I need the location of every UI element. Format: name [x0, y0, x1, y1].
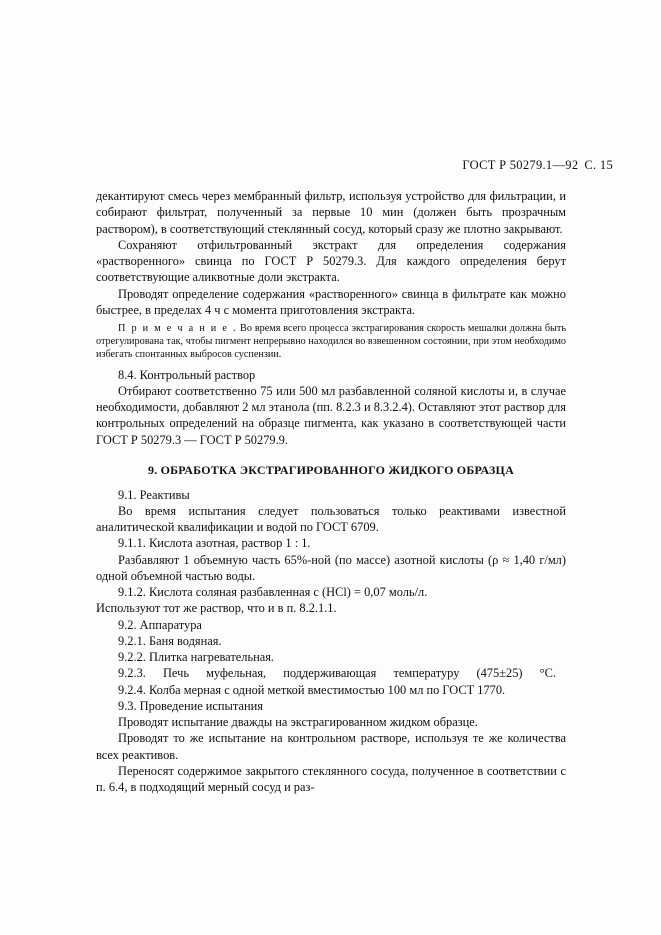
page-header [462, 158, 613, 173]
paragraph-9-3-b: Проводят то же испытание на контрольном растворе, используя те же количества всех реактивов. [96, 731, 566, 762]
heading-9-2: 9.2. Аппаратура [118, 617, 202, 632]
heading-8-4: 8.4. Контрольный раствор [118, 367, 256, 382]
section-title-9: 9. ОБРАБОТКА ЭКСТРАГИРОВАННОГО ЖИДКОГО ОБРАЗЦА [148, 462, 514, 477]
paragraph-filtrate-timing: Проводят определение содержания «растворенного» свинца в фильтрате как можно быстрее, в пределах 4 ч с момента приготовления экстракта. [96, 286, 566, 317]
paragraph-9-1: Во время испытания следует пользоваться только реактивами известной аналитической квалификации и водой по ГОСТ 6709. [96, 503, 566, 534]
heading-9-1-2: 9.1.2. Кислота соляная разбавленная с (НСl) = 0,07 моль/л. [118, 585, 428, 599]
paragraph-9-3-c: Переносят содержимое закрытого стеклянного сосуда, полученное в соответствии с п. 6.4, в подходящий мерный сосуд и раз- [96, 763, 566, 794]
document-body [96, 188, 566, 795]
paragraph-9-3-a: Проводят испытание дважды на экстрагированном жидком образце. [118, 715, 478, 729]
page-marker: С. [584, 158, 597, 172]
paragraph-decantation: декантируют смесь через мембранный фильтр, используя устройство для фильтрации, и собирают фильтрат, полученный за первые 10 мин (должен быть прозрачным раствором), в соответствующий стеклянный сосуд, который сразу же плотно закрывают. [96, 189, 566, 236]
paragraph-9-1-1: Разбавляют 1 объемную часть 65%-ной (по массе) азотной кислоты (ρ ≈ 1,40 г/мл) одной объемной частью воды. [96, 552, 566, 583]
note-block [96, 323, 566, 362]
paragraph-9-1-2: Используют тот же раствор, что и в п. 8.2.1.1. [96, 601, 337, 616]
note-text: Во время всего процесса экстрагирования скорость мешалки должна быть отрегулирована так, чтобы пигмент непрерывно находился во взвешенном состоянии, при этом необходимо избегать спонтанных выбросов суспензии. [96, 323, 566, 360]
heading-9-3: 9.3. Проведение испытания [118, 698, 263, 713]
page-number: 15 [599, 158, 613, 172]
paragraph-8-4: Отбирают соответственно 75 или 500 мл разбавленной соляной кислоты и, в случае необходимости, добавляют 2 мл этанола (пп. 8.2.3 и 8.3.2.4). Оставляют этот раствор для контрольных определений на образце пигмента, как указано в соответствующей части ГОСТ Р 50279.3 — ГОСТ Р 50279.9. [96, 383, 566, 447]
note-lead: П р и м е ч а н и е . [118, 323, 238, 334]
heading-9-1-1: 9.1.1. Кислота азотная, раствор 1 : 1. [118, 536, 311, 551]
standard-number: ГОСТ Р 50279.1—92 [462, 158, 579, 172]
heading-9-2-4: 9.2.4. Колба мерная с одной меткой вместимостью 100 мл по ГОСТ 1770. [118, 682, 506, 697]
heading-9-2-3: 9.2.3. Печь муфельная, поддерживающая температуру (475±25) °С. [118, 666, 556, 681]
heading-9-1: 9.1. Реактивы [118, 487, 190, 502]
heading-9-2-2: 9.2.2. Плитка нагревательная. [118, 650, 275, 664]
paragraph-extract-storage: Сохраняют отфильтрованный экстракт для определения содержания «растворенного» свинца по ГОСТ Р 50279.3. Для каждого определения берут соответствующие аликвотные доли экстракта. [96, 237, 566, 285]
heading-9-2-1: 9.2.1. Баня водяная. [118, 633, 222, 648]
